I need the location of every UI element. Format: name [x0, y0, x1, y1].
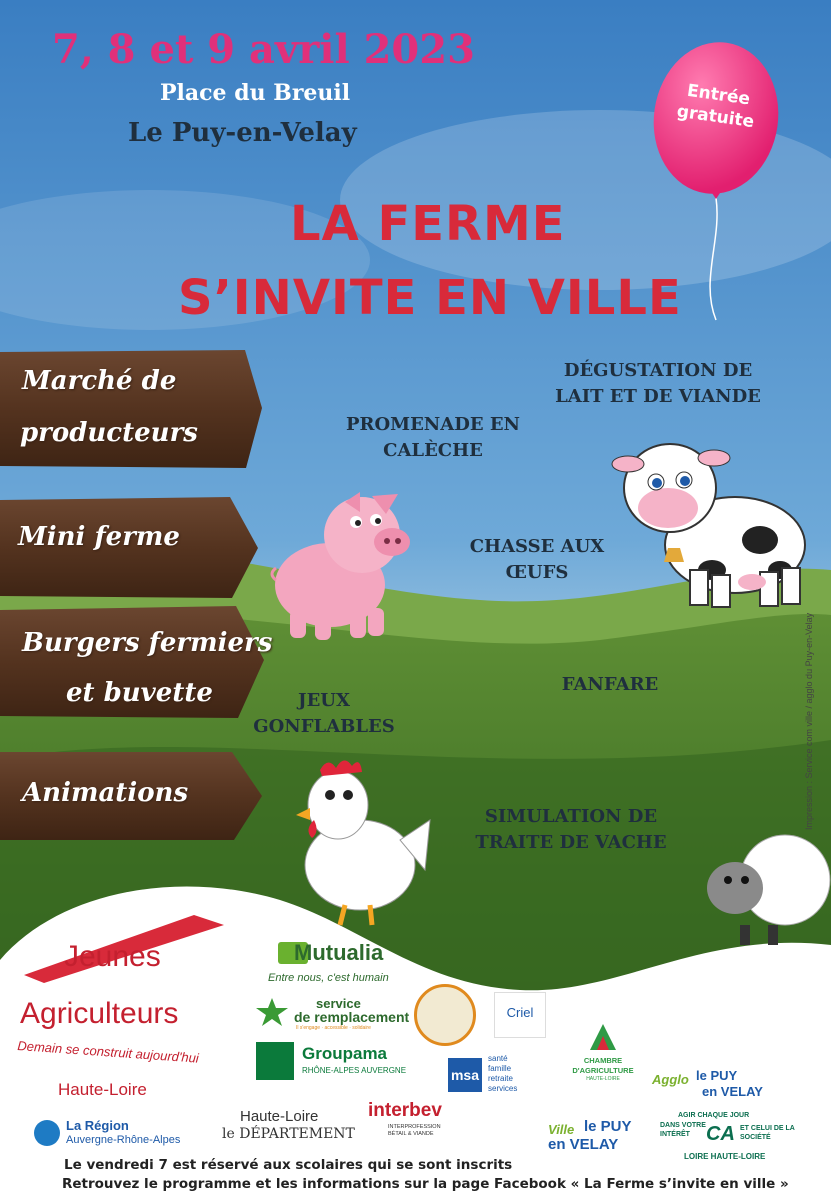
ja-line-1: Jeunes: [64, 940, 161, 973]
sign-market-line-2: producteurs: [20, 418, 198, 448]
interbev-sub-1: INTERPROFESSION: [388, 1124, 441, 1130]
logo-region: [34, 1118, 204, 1152]
footer-line-1: Le vendredi 7 est réservé aux scolaires qui se sont inscrits: [64, 1157, 513, 1173]
groupama-sub: RHÔNE-ALPES AUVERGNE: [302, 1066, 407, 1075]
logo-ville: [548, 1116, 648, 1160]
sign-burgers-line-2: et buvette: [66, 678, 213, 708]
title-line-2: S’INVITE EN VILLE: [178, 270, 682, 326]
ville-line-1: Ville: [548, 1122, 575, 1137]
title-line-1: LA FERME: [290, 196, 566, 252]
print-credit: Impression : Service com ville / agglo du Puy-en-Velay: [804, 612, 814, 830]
chambre-line-1: CHAMBRE: [583, 1056, 623, 1065]
logo-credit-agricole: [660, 1112, 810, 1172]
logo-msa: [448, 1054, 540, 1098]
footer-line-2: Retrouvez le programme et les informations sur la page Facebook « La Ferme s’invite en ville »: [62, 1176, 789, 1192]
activity-milking: [468, 804, 674, 856]
activity-milking-line-1: SIMULATION DE: [484, 806, 658, 827]
msa-line-2: famille: [488, 1064, 512, 1073]
logo-chambre-agriculture: [568, 1020, 638, 1088]
ca-line-1: AGIR CHAQUE JOUR: [678, 1112, 750, 1119]
event-place: Place du Breuil: [160, 80, 351, 106]
msa-abbr: msa: [448, 1058, 482, 1092]
chambre-line-3: HAUTE-LOIRE: [586, 1076, 620, 1082]
logo-criel: [494, 992, 546, 1038]
sr-sub: Il s'engage · accessible · solidaire: [296, 1025, 371, 1031]
ca-line-4: ET CELUI DE LA: [740, 1125, 795, 1132]
activity-egg-hunt-line-1: CHASSE AUX: [469, 536, 605, 557]
dept-line-2: le DÉPARTEMENT: [222, 1126, 355, 1142]
sr-line-2: de remplacement: [294, 1009, 410, 1025]
ca-mark: CA: [706, 1123, 735, 1145]
ja-line-2: Agriculteurs: [20, 997, 179, 1030]
ca-line-5: SOCIÉTÉ: [740, 1134, 771, 1141]
activity-carriage-line-2: CALÈCHE: [383, 440, 483, 462]
msa-line-1: santé: [488, 1054, 508, 1063]
ja-region: Haute-Loire: [58, 1080, 147, 1099]
mutualia-tagline: Entre nous, c'est humain: [268, 972, 389, 984]
free-entry-line-2: gratuite: [675, 101, 756, 133]
sr-line-1: service: [316, 996, 361, 1011]
logo-departement: [222, 1108, 355, 1144]
dept-line-1: Haute-Loire: [240, 1108, 319, 1125]
event-date: 7, 8 et 9 avril 2023: [52, 26, 475, 73]
logo-mutualia: [268, 940, 408, 990]
region-line-2: Auvergne-Rhône-Alpes: [66, 1134, 181, 1146]
region-icon: [34, 1120, 60, 1146]
activity-carriage-line-1: PROMENADE EN: [345, 414, 520, 435]
agglo-line-3: en VELAY: [702, 1084, 763, 1099]
sign-mini-farm: Mini ferme: [18, 522, 180, 552]
activity-milking-line-2: TRAITE DE VACHE: [475, 832, 667, 854]
activity-tasting-line-1: DÉGUSTATION DE: [563, 360, 753, 381]
star-icon: [252, 996, 292, 1028]
logo-jeunes-agriculteurs: [14, 905, 264, 1115]
event-city: Le Puy-en-Velay: [128, 118, 357, 148]
ville-line-3: en VELAY: [548, 1136, 619, 1153]
free-entry-line-1: Entrée: [685, 80, 752, 110]
interbev-sub-2: BÉTAIL & VIANDE: [388, 1131, 434, 1137]
logo-vie-gout-icon: [414, 984, 476, 1046]
criel-name: Criel: [506, 1005, 534, 1020]
logo-agglo: [652, 1062, 763, 1106]
mutualia-name: Mutualia: [294, 940, 384, 965]
logo-service-remplacement: [252, 996, 412, 1030]
sign-burgers-line-1: Burgers fermiers: [22, 628, 273, 658]
activity-egg-hunt-line-2: ŒUFS: [505, 562, 569, 584]
activity-inflatables-line-2: GONFLABLES: [253, 716, 395, 738]
chambre-line-2: D'AGRICULTURE: [572, 1066, 634, 1075]
region-line-1: La Région: [66, 1118, 129, 1133]
activity-tasting-line-2: LAIT ET DE VIANDE: [555, 386, 761, 408]
sign-market-line-1: Marché de: [22, 366, 177, 396]
groupama-mark-icon: [256, 1042, 294, 1080]
logo-groupama: [256, 1042, 406, 1082]
agglo-line-1: Agglo: [652, 1072, 689, 1087]
agglo-line-2: le PUY: [696, 1068, 738, 1083]
logo-interbev: [368, 1100, 488, 1140]
msa-line-4: services: [488, 1084, 518, 1093]
ca-line-3: INTÉRÊT: [660, 1131, 690, 1138]
groupama-name: Groupama: [302, 1044, 388, 1063]
activity-fanfare-line-1: FANFARE: [561, 674, 659, 695]
sign-animations: Animations: [22, 778, 189, 808]
activity-egg-hunt: [462, 534, 612, 586]
activity-tasting: [548, 358, 768, 410]
msa-line-3: retraite: [488, 1074, 513, 1083]
activity-carriage: [340, 412, 526, 464]
ja-tagline: Demain se construit aujourd'hui: [16, 1038, 200, 1066]
ville-line-2: le PUY: [584, 1118, 632, 1135]
activity-inflatables: [246, 688, 402, 740]
activity-inflatables-line-1: JEUX: [298, 690, 350, 711]
interbev-name: interbev: [368, 1100, 442, 1121]
ca-line-2: DANS VOTRE: [660, 1122, 706, 1129]
chambre-mark-icon: [586, 1020, 620, 1054]
ca-line-6: LOIRE HAUTE-LOIRE: [684, 1152, 766, 1161]
activity-fanfare: [550, 672, 670, 698]
